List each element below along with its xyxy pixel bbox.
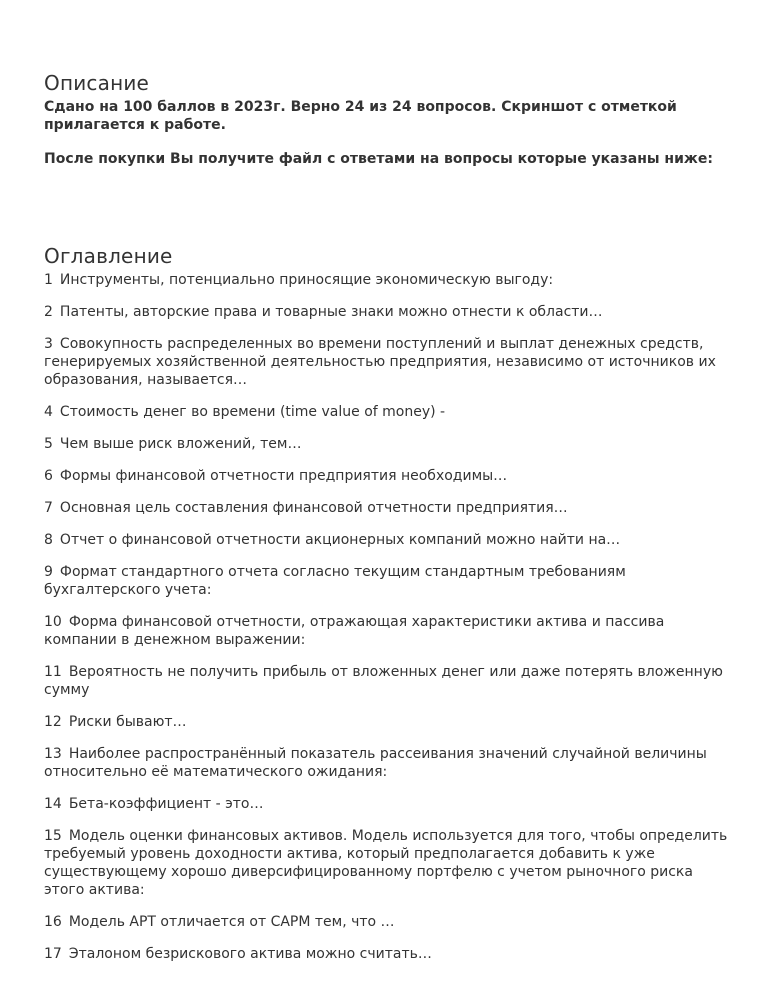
toc-item — [44, 945, 734, 963]
toc-item-text: Наиболее распространённый показатель рассеивания значений случайной величины относительно её математического ожидания: — [44, 746, 707, 780]
description-section — [44, 70, 734, 168]
toc-item-number: 4 — [44, 404, 53, 420]
toc-item — [44, 713, 734, 731]
toc-item-number: 9 — [44, 564, 53, 580]
toc-item-text: Форма финансовой отчетности, отражающая характеристики актива и пассива компании в денежном выражении: — [44, 614, 665, 648]
toc-item-text: Инструменты, потенциально приносящие экономическую выгоду: — [59, 272, 554, 288]
toc-item-number: 13 — [44, 746, 62, 762]
toc-item-number: 11 — [44, 664, 62, 680]
toc-item-number: 10 — [44, 614, 62, 630]
toc-item — [44, 435, 734, 453]
toc-item-text: Формы финансовой отчетности предприятия необходимы… — [59, 468, 508, 484]
toc-item-number: 17 — [44, 946, 62, 962]
toc-item — [44, 795, 734, 813]
toc-item — [44, 531, 734, 549]
toc-item — [44, 467, 734, 485]
toc-item-text: Патенты, авторские права и товарные знаки можно отнести к области… — [59, 304, 603, 320]
toc-item-text: Эталоном безрискового актива можно считать… — [68, 946, 432, 962]
toc-section — [44, 243, 734, 977]
toc-item — [44, 271, 734, 289]
toc-item-text: Чем выше риск вложений, тем… — [59, 436, 302, 452]
toc-item-number: 2 — [44, 304, 53, 320]
toc-item-text: Модель оценки финансовых активов. Модель используется для того, чтобы определить требуемый уровень доходности актива, который предполагается добавить к уже существующему хорошо диверсифицированному портфелю с учетом рыночного риска этого актива: — [44, 828, 728, 898]
toc-item-number: 5 — [44, 436, 53, 452]
description-paragraph-2: После покупки Вы получите файл с ответами на вопросы которые указаны ниже: — [44, 151, 713, 167]
toc-item-text: Формат стандартного отчета согласно текущим стандартным требованиям бухгалтерского учета: — [44, 564, 626, 598]
toc-item-number: 3 — [44, 336, 53, 352]
toc-item — [44, 403, 734, 421]
toc-item-text: Вероятность не получить прибыль от вложенных денег или даже потерять вложенную сумму — [44, 664, 723, 698]
toc-item-number: 6 — [44, 468, 53, 484]
toc-item-text: Стоимость денег во времени (time value of money) - — [59, 404, 446, 420]
toc-heading: Оглавление — [44, 244, 173, 268]
toc-item — [44, 563, 734, 599]
toc-item — [44, 745, 734, 781]
toc-item-text: Совокупность распределенных во времени поступлений и выплат денежных средств, генерируемых хозяйственной деятельностью предприятия, независимо от источников их образования, называется… — [44, 336, 716, 388]
toc-item-text: Риски бывают… — [68, 714, 187, 730]
description-heading: Описание — [44, 71, 150, 95]
toc-list — [44, 271, 734, 963]
toc-item — [44, 663, 734, 699]
toc-item-text: Отчет о финансовой отчетности акционерных компаний можно найти на… — [59, 532, 621, 548]
toc-item — [44, 499, 734, 517]
toc-item — [44, 827, 734, 899]
toc-item — [44, 613, 734, 649]
toc-item — [44, 303, 734, 321]
description-paragraph-1: Сдано на 100 баллов в 2023г. Верно 24 из 24 вопросов. Скриншот с отметкой прилагается к работе. — [44, 99, 677, 133]
toc-item-text: Основная цель составления финансовой отчетности предприятия… — [59, 500, 568, 516]
toc-item-number: 12 — [44, 714, 62, 730]
toc-item-text: Модель APT отличается от CAPM тем, что … — [68, 914, 395, 930]
toc-item — [44, 335, 734, 389]
toc-item-number: 14 — [44, 796, 62, 812]
toc-item-text: Бета-коэффициент - это… — [68, 796, 264, 812]
toc-item-number: 8 — [44, 532, 53, 548]
toc-item-number: 16 — [44, 914, 62, 930]
toc-item — [44, 913, 734, 931]
toc-item-number: 7 — [44, 500, 53, 516]
toc-item-number: 1 — [44, 272, 53, 288]
toc-item-number: 15 — [44, 828, 62, 844]
